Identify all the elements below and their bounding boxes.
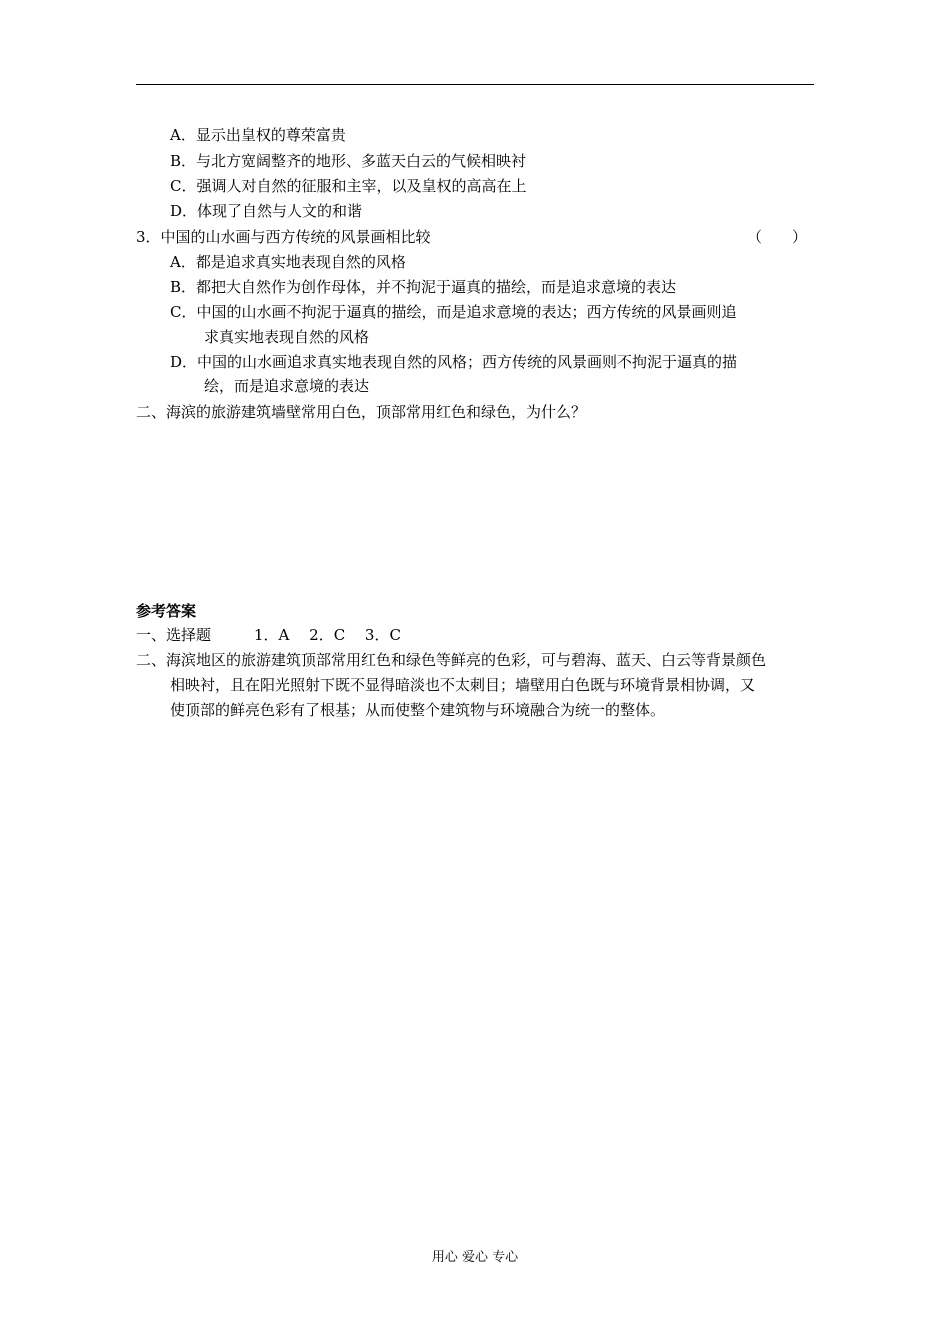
q3-stem: 3．中国的山水画与西方传统的风景画相比较	[136, 228, 431, 246]
q2-option-d: D．体现了自然与人文的和谐	[170, 202, 363, 220]
q3-answer-blank: （ ）	[747, 228, 808, 246]
q3-option-a: A．都是追求真实地表现自然的风格	[170, 253, 406, 271]
q3-option-d-line1: D．中国的山水画追求真实地表现自然的风格；西方传统的风景画则不拘泥于逼真的描	[170, 353, 738, 371]
q3-option-b: B．都把大自然作为创作母体，并不拘泥于逼真的描绘，而是追求意境的表达	[170, 278, 677, 296]
answers-essay-line3: 使顶部的鲜亮色彩有了根基；从而使整个建筑物与环境融合为统一的整体。	[170, 701, 666, 719]
answers-essay-line1: 二、海滨地区的旅游建筑顶部常用红色和绿色等鲜亮的色彩，可与碧海、蓝天、白云等背景颜色	[136, 651, 767, 669]
q3-option-c-line2: 求真实地表现自然的风格	[204, 328, 370, 346]
q2-option-c: C．强调人对自然的征服和主宰，以及皇权的高高在上	[170, 177, 527, 195]
answers-heading: 参考答案	[136, 602, 197, 620]
q3-option-d-line2: 绘，而是追求意境的表达	[204, 377, 370, 395]
q3-option-c-line1: C．中国的山水画不拘泥于逼真的描绘，而是追求意境的表达；西方传统的风景画则追	[170, 303, 737, 321]
answers-choice-label: 一、选择题	[136, 626, 212, 644]
section2-question: 二、海滨的旅游建筑墙壁常用白色，顶部常用红色和绿色，为什么？	[136, 403, 587, 421]
q2-option-a: A．显示出皇权的尊荣富贵	[170, 126, 346, 144]
q2-option-b: B．与北方宽阔整齐的地形、多蓝天白云的气候相映衬	[170, 152, 527, 170]
page-footer: 用心 爱心 专心	[431, 1250, 519, 1265]
answers-choice-values: 1．A 2．C 3．C	[254, 626, 401, 644]
answers-essay-line2: 相映衬，且在阳光照射下既不显得暗淡也不太刺目；墙壁用白色既与环境背景相协调，又	[170, 676, 756, 694]
header-rule	[136, 84, 814, 85]
